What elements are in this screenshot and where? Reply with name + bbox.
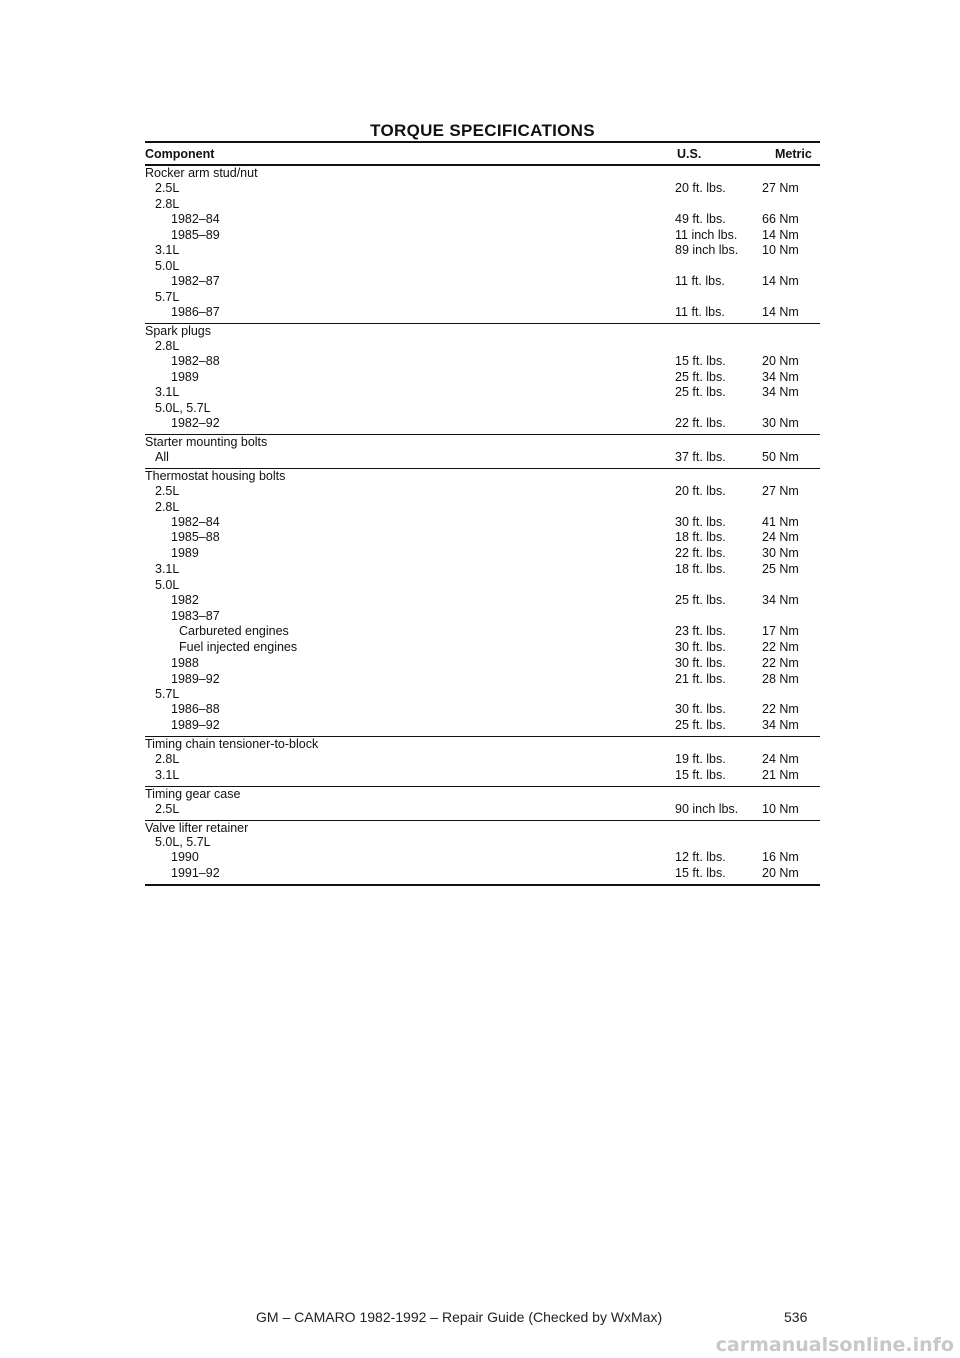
row-label: 3.1L xyxy=(155,385,180,400)
us-value: 19 ft. lbs. xyxy=(675,751,726,766)
page-number: 536 xyxy=(784,1309,808,1325)
metric-value: 30 Nm xyxy=(762,546,799,561)
metric-value: 10 Nm xyxy=(762,801,799,816)
metric-value: 41 Nm xyxy=(762,514,799,529)
table-row xyxy=(145,578,820,593)
us-value: 15 ft. lbs. xyxy=(675,767,726,782)
row-label: 1986–88 xyxy=(171,702,220,717)
table-row xyxy=(145,484,820,500)
us-value: 25 ft. lbs. xyxy=(675,385,726,400)
table-row xyxy=(145,752,820,768)
table-section xyxy=(145,166,820,324)
us-value: 12 ft. lbs. xyxy=(675,850,726,865)
metric-value: 21 Nm xyxy=(762,767,799,782)
torque-spec-table xyxy=(145,141,820,886)
section-heading-row xyxy=(145,737,820,752)
row-label: 1989–92 xyxy=(171,718,220,733)
row-label: 1989–92 xyxy=(171,671,220,686)
row-label: 1989 xyxy=(171,369,199,384)
footer-text: GM – CAMARO 1982-1992 – Repair Guide (Checked by WxMax) xyxy=(256,1309,663,1325)
metric-value: 20 Nm xyxy=(762,866,799,881)
row-label: 3.1L xyxy=(155,243,180,258)
table-row xyxy=(145,274,820,290)
table-row xyxy=(145,401,820,416)
table-header xyxy=(145,141,820,166)
metric-value: 50 Nm xyxy=(762,450,799,465)
row-label: 1982–92 xyxy=(171,416,220,431)
us-value: 20 ft. lbs. xyxy=(675,180,726,195)
section-heading: Timing chain tensioner-to-block xyxy=(145,737,319,752)
table-row xyxy=(145,339,820,354)
us-value: 30 ft. lbs. xyxy=(675,639,726,654)
metric-value: 22 Nm xyxy=(762,655,799,670)
section-heading-row xyxy=(145,787,820,802)
metric-value: 24 Nm xyxy=(762,530,799,545)
table-row xyxy=(145,370,820,386)
section-heading: Timing gear case xyxy=(145,786,241,801)
row-label: 3.1L xyxy=(155,562,180,577)
section-heading: Starter mounting bolts xyxy=(145,435,268,450)
table-section xyxy=(145,821,820,887)
table-row xyxy=(145,530,820,546)
table-row xyxy=(145,866,820,882)
section-heading: Valve lifter retainer xyxy=(145,820,249,835)
row-label: 1988 xyxy=(171,655,199,670)
header-metric: Metric xyxy=(775,147,812,161)
us-value: 15 ft. lbs. xyxy=(675,866,726,881)
table-row xyxy=(145,181,820,197)
section-heading-row xyxy=(145,469,820,484)
table-section xyxy=(145,787,820,821)
row-label: 2.8L xyxy=(155,499,180,514)
row-label: 1982 xyxy=(171,593,199,608)
row-label: 5.0L, 5.7L xyxy=(155,401,211,416)
document-title: TORQUE SPECIFICATIONS xyxy=(370,121,595,140)
row-label: 3.1L xyxy=(155,767,180,782)
table-row xyxy=(145,259,820,274)
metric-value: 14 Nm xyxy=(762,274,799,289)
us-value: 22 ft. lbs. xyxy=(675,546,726,561)
metric-value: 10 Nm xyxy=(762,243,799,258)
table-row xyxy=(145,290,820,305)
row-label: 2.8L xyxy=(155,338,180,353)
us-value: 25 ft. lbs. xyxy=(675,718,726,733)
metric-value: 14 Nm xyxy=(762,227,799,242)
metric-value: 22 Nm xyxy=(762,702,799,717)
row-label: 2.5L xyxy=(155,180,180,195)
us-value: 11 ft. lbs. xyxy=(675,305,725,320)
table-row xyxy=(145,593,820,609)
table-row xyxy=(145,354,820,370)
section-heading: Spark plugs xyxy=(145,323,212,338)
metric-value: 24 Nm xyxy=(762,751,799,766)
table-section xyxy=(145,469,820,737)
us-value: 89 inch lbs. xyxy=(675,243,739,258)
table-row xyxy=(145,702,820,718)
metric-value: 34 Nm xyxy=(762,718,799,733)
table-body xyxy=(145,166,820,886)
table-row xyxy=(145,672,820,688)
table-row xyxy=(145,640,820,656)
us-value: 22 ft. lbs. xyxy=(675,416,726,431)
us-value: 25 ft. lbs. xyxy=(675,593,726,608)
row-label: 5.0L, 5.7L xyxy=(155,835,211,850)
section-heading-row xyxy=(145,166,820,181)
row-label: 1990 xyxy=(171,850,199,865)
table-row xyxy=(145,212,820,228)
row-label: 2.8L xyxy=(155,196,180,211)
row-label: 2.8L xyxy=(155,751,180,766)
row-label: 1985–88 xyxy=(171,530,220,545)
us-value: 30 ft. lbs. xyxy=(675,514,726,529)
table-row xyxy=(145,718,820,734)
section-heading-row xyxy=(145,435,820,450)
us-value: 25 ft. lbs. xyxy=(675,369,726,384)
table-section xyxy=(145,737,820,787)
table-row xyxy=(145,562,820,578)
section-heading-row xyxy=(145,324,820,339)
row-label: 1983–87 xyxy=(171,608,220,623)
header-us: U.S. xyxy=(677,147,702,161)
row-label: 5.7L xyxy=(155,687,180,702)
table-row xyxy=(145,228,820,244)
us-value: 90 inch lbs. xyxy=(675,801,739,816)
header-component: Component xyxy=(145,147,215,161)
table-row xyxy=(145,243,820,259)
metric-value: 27 Nm xyxy=(762,180,799,195)
row-label: 5.0L xyxy=(155,578,180,593)
us-value: 11 inch lbs. xyxy=(675,227,738,242)
table-row xyxy=(145,500,820,515)
metric-value: 14 Nm xyxy=(762,305,799,320)
table-section xyxy=(145,435,820,469)
metric-value: 17 Nm xyxy=(762,623,799,638)
metric-value: 34 Nm xyxy=(762,385,799,400)
metric-value: 22 Nm xyxy=(762,639,799,654)
us-value: 15 ft. lbs. xyxy=(675,353,726,368)
metric-value: 34 Nm xyxy=(762,593,799,608)
row-label: 1982–84 xyxy=(171,514,220,529)
row-label: Carbureted engines xyxy=(179,623,289,638)
section-heading: Thermostat housing bolts xyxy=(145,468,286,483)
section-heading: Rocker arm stud/nut xyxy=(145,166,258,180)
table-row xyxy=(145,624,820,640)
row-label: 2.5L xyxy=(155,801,180,816)
table-row xyxy=(145,450,820,466)
table-row xyxy=(145,546,820,562)
table-row xyxy=(145,687,820,702)
row-label: 5.0L xyxy=(155,259,180,274)
row-label: 2.5L xyxy=(155,483,180,498)
metric-value: 30 Nm xyxy=(762,416,799,431)
row-label: Fuel injected engines xyxy=(179,639,298,654)
us-value: 11 ft. lbs. xyxy=(675,274,725,289)
metric-value: 66 Nm xyxy=(762,211,799,226)
us-value: 49 ft. lbs. xyxy=(675,211,726,226)
table-row xyxy=(145,515,820,531)
row-label: 1991–92 xyxy=(171,866,220,881)
us-value: 20 ft. lbs. xyxy=(675,483,726,498)
row-label: 1989 xyxy=(171,546,199,561)
table-row xyxy=(145,305,820,321)
watermark: carmanualsonline.info xyxy=(715,1334,954,1356)
table-row xyxy=(145,416,820,432)
metric-value: 27 Nm xyxy=(762,483,799,498)
row-label: 1982–88 xyxy=(171,353,220,368)
row-label: 1986–87 xyxy=(171,305,220,320)
table-row xyxy=(145,197,820,212)
table-section xyxy=(145,324,820,435)
row-label: 1982–84 xyxy=(171,211,220,226)
metric-value: 20 Nm xyxy=(762,353,799,368)
us-value: 18 ft. lbs. xyxy=(675,530,726,545)
row-label: 1982–87 xyxy=(171,274,220,289)
row-label: All xyxy=(155,450,169,465)
row-label: 1985–89 xyxy=(171,227,220,242)
table-row xyxy=(145,385,820,401)
table-row xyxy=(145,656,820,672)
us-value: 18 ft. lbs. xyxy=(675,562,726,577)
us-value: 30 ft. lbs. xyxy=(675,655,726,670)
metric-value: 16 Nm xyxy=(762,850,799,865)
metric-value: 34 Nm xyxy=(762,369,799,384)
table-row xyxy=(145,835,820,850)
table-row xyxy=(145,850,820,866)
row-label: 5.7L xyxy=(155,290,180,305)
table-row xyxy=(145,802,820,818)
us-value: 37 ft. lbs. xyxy=(675,450,726,465)
us-value: 23 ft. lbs. xyxy=(675,623,726,638)
metric-value: 25 Nm xyxy=(762,562,799,577)
table-row xyxy=(145,609,820,624)
table-row xyxy=(145,768,820,784)
us-value: 21 ft. lbs. xyxy=(675,671,726,686)
section-heading-row xyxy=(145,821,820,836)
us-value: 30 ft. lbs. xyxy=(675,702,726,717)
metric-value: 28 Nm xyxy=(762,671,799,686)
